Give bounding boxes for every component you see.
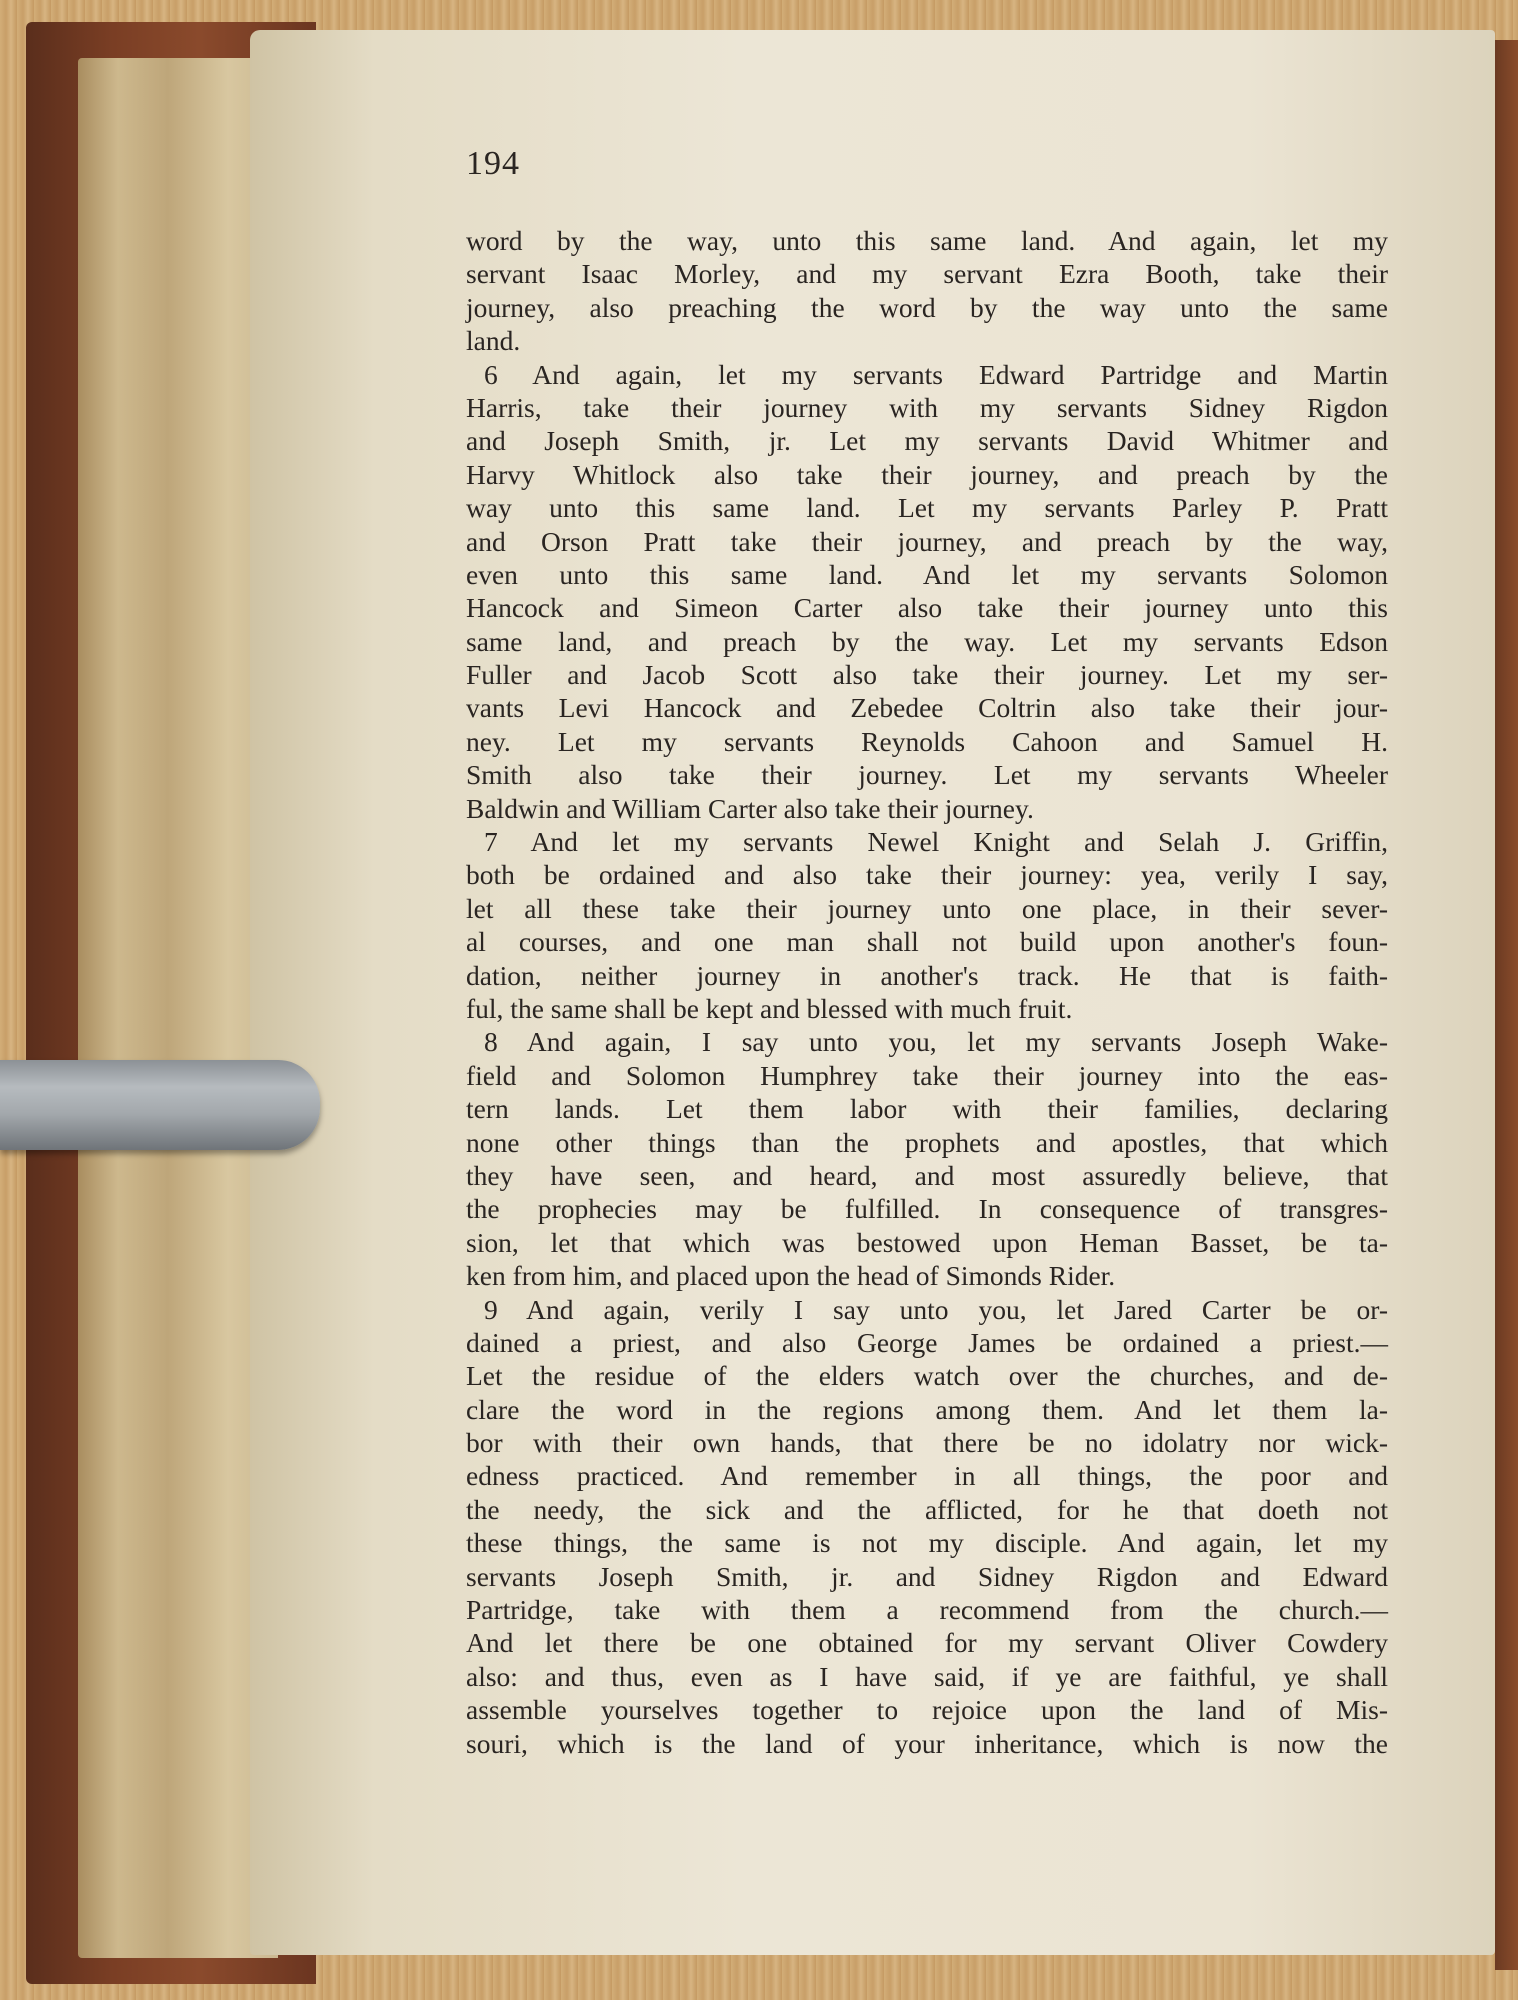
text-line: dation, neither journey in another's track. He that is faith-	[466, 959, 1388, 991]
text-line: Harris, take their journey with my servants Sidney Rigdon	[466, 391, 1388, 423]
text-line: dained a priest, and also George James be ordained a priest.—	[466, 1326, 1388, 1358]
text-line: they have seen, and heard, and most assuredly believe, that	[466, 1159, 1388, 1191]
text-line: al courses, and one man shall not build upon another's foun-	[466, 926, 1388, 958]
text-line: 7 And let my servants Newel Knight and Selah J. Griffin,	[484, 826, 1388, 858]
text-line: servants Joseph Smith, jr. and Sidney Rigdon and Edward	[466, 1560, 1388, 1592]
text-line: clare the word in the regions among them. And let them la-	[466, 1393, 1388, 1425]
text-line: Smith also take their journey. Let my servants Wheeler	[466, 759, 1388, 791]
text-line: let all these take their journey unto one place, in their sever-	[466, 892, 1388, 924]
text-line: also: and thus, even as I have said, if ye are faithful, ye shall	[466, 1660, 1388, 1692]
text-line: word by the way, unto this same land. And again, let my	[466, 225, 1388, 256]
text-line: Partridge, take with them a recommend from the church.—	[466, 1594, 1388, 1626]
text-line: Fuller and Jacob Scott also take their journey. Let my ser-	[466, 659, 1388, 691]
text-line: ney. Let my servants Reynolds Cahoon and Samuel H.	[466, 725, 1388, 757]
text-line: same land, and preach by the way. Let my servants Edson	[466, 625, 1388, 657]
text-line: Harvy Whitlock also take their journey, and preach by the	[466, 458, 1388, 490]
page-text	[466, 224, 1388, 1760]
page-edges	[78, 58, 278, 1958]
text-line: ken from him, and placed upon the head of Simonds Rider.	[466, 1260, 1116, 1292]
text-line: way unto this same land. Let my servants Parley P. Pratt	[466, 492, 1388, 524]
text-line: servant Isaac Morley, and my servant Ezra Booth, take their	[466, 258, 1388, 290]
text-line: sion, let that which was bestowed upon Heman Basset, be ta-	[466, 1226, 1388, 1258]
book-cover-right	[1495, 40, 1518, 1970]
text-line: And let there be one obtained for my servant Oliver Cowdery	[466, 1627, 1388, 1659]
text-line: both be ordained and also take their journey: yea, verily I say,	[466, 859, 1388, 891]
text-line: bor with their own hands, that there be no idolatry nor wick-	[466, 1427, 1388, 1459]
text-line: even unto this same land. And let my servants Solomon	[466, 558, 1388, 590]
text-line: the needy, the sick and the afflicted, for he that doeth not	[466, 1493, 1388, 1525]
text-line: vants Levi Hancock and Zebedee Coltrin also take their jour-	[466, 692, 1388, 724]
text-line: souri, which is the land of your inheritance, which is now the	[466, 1727, 1388, 1759]
text-line: Let the residue of the elders watch over the churches, and de-	[466, 1360, 1388, 1392]
text-line: 8 And again, I say unto you, let my servants Joseph Wake-	[484, 1026, 1388, 1058]
text-line: assemble yourselves together to rejoice upon the land of Mis-	[466, 1694, 1388, 1726]
text-line: 9 And again, verily I say unto you, let Jared Carter be or-	[484, 1293, 1388, 1325]
text-line: Baldwin and William Carter also take their journey.	[466, 792, 1034, 824]
page-number: 194	[466, 145, 520, 182]
text-line: the prophecies may be fulfilled. In consequence of transgres-	[466, 1193, 1388, 1225]
text-line: these things, the same is not my disciple. And again, let my	[466, 1527, 1388, 1559]
page-holder-knife	[0, 1060, 320, 1150]
text-line: none other things than the prophets and apostles, that which	[466, 1126, 1388, 1158]
text-line: tern lands. Let them labor with their families, declaring	[466, 1093, 1388, 1125]
text-line: land.	[466, 325, 521, 357]
text-line: edness practiced. And remember in all things, the poor and	[466, 1460, 1388, 1492]
text-line: ful, the same shall be kept and blessed with much fruit.	[466, 992, 1073, 1024]
text-line: and Joseph Smith, jr. Let my servants David Whitmer and	[466, 425, 1388, 457]
text-line: journey, also preaching the word by the way unto the same	[466, 291, 1388, 323]
text-line: field and Solomon Humphrey take their journey into the eas-	[466, 1059, 1388, 1091]
text-line: and Orson Pratt take their journey, and preach by the way,	[466, 525, 1388, 557]
text-line: 6 And again, let my servants Edward Partridge and Martin	[484, 358, 1388, 390]
text-line: Hancock and Simeon Carter also take their journey unto this	[466, 592, 1388, 624]
